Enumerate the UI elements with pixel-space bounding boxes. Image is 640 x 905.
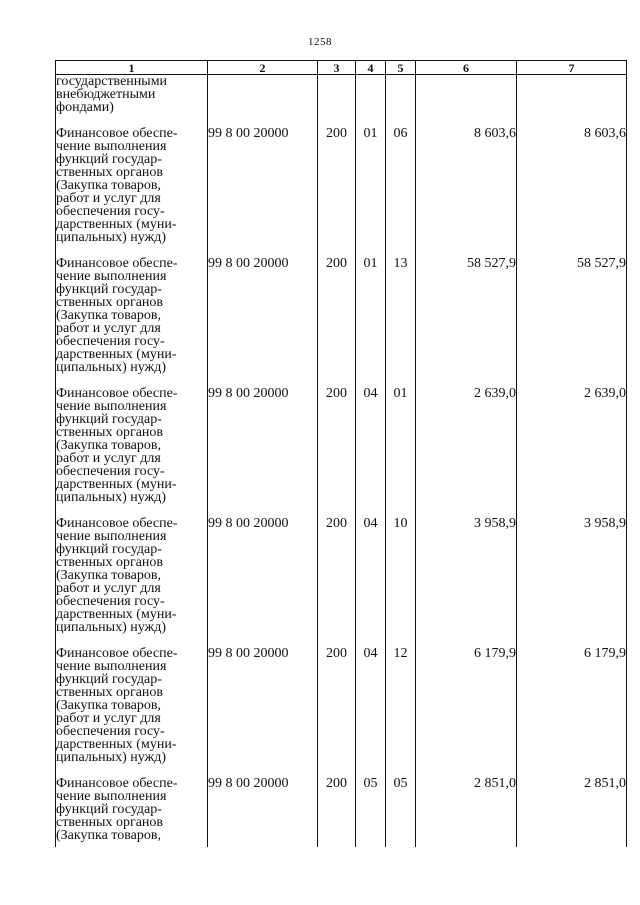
row-col4: 04 xyxy=(356,387,386,517)
row-col4: 04 xyxy=(356,647,386,777)
row-col4: 05 xyxy=(356,777,386,847)
continuation-description: государственными внебюджетными фондами) xyxy=(56,75,208,128)
row-col3: 200 xyxy=(318,647,356,777)
row-amount-7: 6 179,9 xyxy=(517,647,627,777)
row-col4: 01 xyxy=(356,257,386,387)
row-amount-6: 6 179,9 xyxy=(416,647,517,777)
row-col3: 200 xyxy=(318,517,356,647)
row-col3: 200 xyxy=(318,777,356,847)
row-code: 99 8 00 20000 xyxy=(208,777,318,847)
row-col4: 01 xyxy=(356,127,386,257)
column-header-3: 3 xyxy=(318,61,356,75)
column-header-1: 1 xyxy=(56,61,208,75)
row-amount-6: 58 527,9 xyxy=(416,257,517,387)
row-amount-6: 3 958,9 xyxy=(416,517,517,647)
header-row xyxy=(56,61,627,75)
budget-table xyxy=(55,60,627,847)
row-amount-7: 8 603,6 xyxy=(517,127,627,257)
row-col5: 01 xyxy=(386,387,416,517)
row-amount-7: 2 851,0 xyxy=(517,777,627,847)
table-row xyxy=(56,777,627,847)
row-col5: 06 xyxy=(386,127,416,257)
row-description: Финансовое обеспе- чение выполнения функций государ- ственных органов (Закупка товаров, работ и услуг для обеспечения госу- дарственных (муни- ципальных) нужд) xyxy=(56,387,208,517)
row-col3: 200 xyxy=(318,257,356,387)
row-description: Финансовое обеспе- чение выполнения функций государ- ственных органов (Закупка товаров, работ и услуг для обеспечения госу- дарственных (муни- ципальных) нужд) xyxy=(56,257,208,387)
row-description: Финансовое обеспе- чение выполнения функций государ- ственных органов (Закупка товаров, xyxy=(56,777,208,847)
row-code: 99 8 00 20000 xyxy=(208,387,318,517)
continuation-row xyxy=(56,75,627,128)
row-code: 99 8 00 20000 xyxy=(208,127,318,257)
table-row xyxy=(56,387,627,517)
row-col3: 200 xyxy=(318,127,356,257)
row-amount-6: 2 851,0 xyxy=(416,777,517,847)
table-row xyxy=(56,647,627,777)
column-header-5: 5 xyxy=(386,61,416,75)
row-amount-7: 2 639,0 xyxy=(517,387,627,517)
row-amount-7: 58 527,9 xyxy=(517,257,627,387)
row-code: 99 8 00 20000 xyxy=(208,517,318,647)
row-col5: 05 xyxy=(386,777,416,847)
row-amount-7: 3 958,9 xyxy=(517,517,627,647)
column-header-7: 7 xyxy=(517,61,627,75)
row-col3: 200 xyxy=(318,387,356,517)
table-row xyxy=(56,257,627,387)
row-amount-6: 8 603,6 xyxy=(416,127,517,257)
row-amount-6: 2 639,0 xyxy=(416,387,517,517)
table-row xyxy=(56,517,627,647)
page-number: 1258 xyxy=(308,36,332,48)
row-code: 99 8 00 20000 xyxy=(208,647,318,777)
row-code: 99 8 00 20000 xyxy=(208,257,318,387)
column-header-2: 2 xyxy=(208,61,318,75)
row-col5: 13 xyxy=(386,257,416,387)
row-description: Финансовое обеспе- чение выполнения функций государ- ственных органов (Закупка товаров, работ и услуг для обеспечения госу- дарственных (муни- ципальных) нужд) xyxy=(56,517,208,647)
column-header-6: 6 xyxy=(416,61,517,75)
column-header-4: 4 xyxy=(356,61,386,75)
row-col5: 12 xyxy=(386,647,416,777)
row-description: Финансовое обеспе- чение выполнения функций государ- ственных органов (Закупка товаров, работ и услуг для обеспечения госу- дарственных (муни- ципальных) нужд) xyxy=(56,647,208,777)
row-col5: 10 xyxy=(386,517,416,647)
row-description: Финансовое обеспе- чение выполнения функций государ- ственных органов (Закупка товаров, работ и услуг для обеспечения госу- дарственных (муни- ципальных) нужд) xyxy=(56,127,208,257)
row-col4: 04 xyxy=(356,517,386,647)
table-row xyxy=(56,127,627,257)
